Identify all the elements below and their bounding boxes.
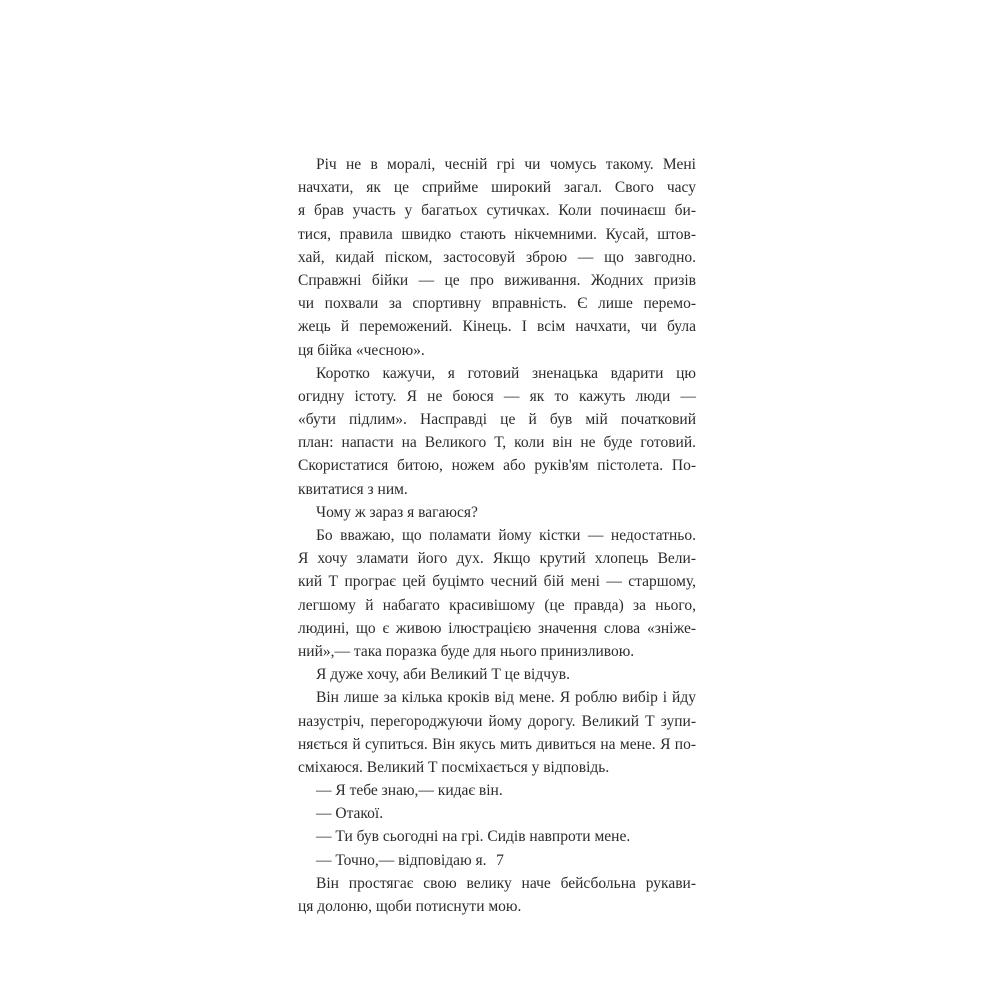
text-line: — Отакої. bbox=[316, 805, 384, 823]
text-line: ця долоню, щоби потиснути мою. bbox=[298, 898, 522, 915]
text-line: Річ не в моралі, чесній грі чи чомусь такому. Мені bbox=[316, 156, 696, 173]
text-line: чи похвали за спортивну вправність. Є лише перемо- bbox=[298, 295, 696, 313]
text-line: Чому ж зараз я вагаюся? bbox=[316, 503, 478, 521]
text-line: сміхаюся. Великий Т посміхається у відповідь. bbox=[298, 758, 610, 776]
text-line: Справжні бійки — це про виживання. Жодних призів bbox=[298, 271, 696, 289]
text-line: назустріч, перегороджуючи йому дорогу. Великий Т зупи- bbox=[298, 712, 696, 730]
text-line: Коротко кажучи, я готовий зненацька вдарити цю bbox=[316, 364, 696, 382]
text-line: — Ти був сьогодні на грі. Сидів навпроти мене. bbox=[316, 828, 631, 846]
text-line: план: напасти на Великого Т, коли він не буде готовий. bbox=[298, 434, 696, 452]
text-line: — Точно,— відповідаю я. bbox=[316, 851, 487, 869]
page-number: 7 bbox=[496, 852, 504, 869]
text-line: Скористатися битою, ножем або руків'ям пістолета. По- bbox=[298, 457, 696, 475]
text-line: квитатися з ним. bbox=[298, 480, 408, 498]
text-line: жець й переможений. Кінець. І всім начхати, чи була bbox=[298, 318, 696, 336]
text-line: я брав участь у багатьох сутичках. Коли починаєш би- bbox=[298, 202, 696, 220]
text-line: ця бійка «чесною». bbox=[298, 341, 425, 359]
text-line: Він лише за кілька кроків від мене. Я роблю вибір і йду bbox=[316, 689, 696, 707]
book-page-text bbox=[298, 153, 696, 918]
text-line: Я дуже хочу, аби Великий Т це відчув. bbox=[316, 666, 570, 684]
text-line: хай, кидай піском, застосовуй зброю — що завгодно. bbox=[298, 248, 696, 266]
text-line: Бо вважаю, що поламати йому кістки — недостатньо. bbox=[316, 527, 696, 544]
text-line: Він простягає свою велику наче бейсбольна рукави- bbox=[316, 874, 696, 892]
text-line: тися, правила швидко стають нікчемними. Кусай, штов- bbox=[298, 225, 696, 243]
text-line: няється й супиться. Він якусь мить дивиться на мене. Я по- bbox=[298, 735, 696, 753]
text-line: кий Т програє цей буцімто чесний бій мені — старшому, bbox=[298, 573, 696, 591]
text-line: начхати, як це сприйме широкий загал. Свого часу bbox=[298, 179, 696, 197]
text-line: «бути підлим». Насправді це й був мій початковий bbox=[298, 411, 696, 429]
text-line: — Я тебе знаю,— кидає він. bbox=[316, 782, 503, 800]
text-line: легшому й набагато красивішому (це правда) за нього, bbox=[298, 596, 696, 614]
text-line: людині, що є живою ілюстрацією значення слова «зніже- bbox=[298, 619, 696, 637]
text-line: огидну істоту. Я не боюся — як то кажуть люди — bbox=[298, 387, 696, 405]
text-line: ний»,— така поразка буде для нього принизливою. bbox=[298, 642, 635, 660]
text-line: Я хочу зламати його дух. Якщо крутий хлопець Вели- bbox=[298, 550, 696, 568]
